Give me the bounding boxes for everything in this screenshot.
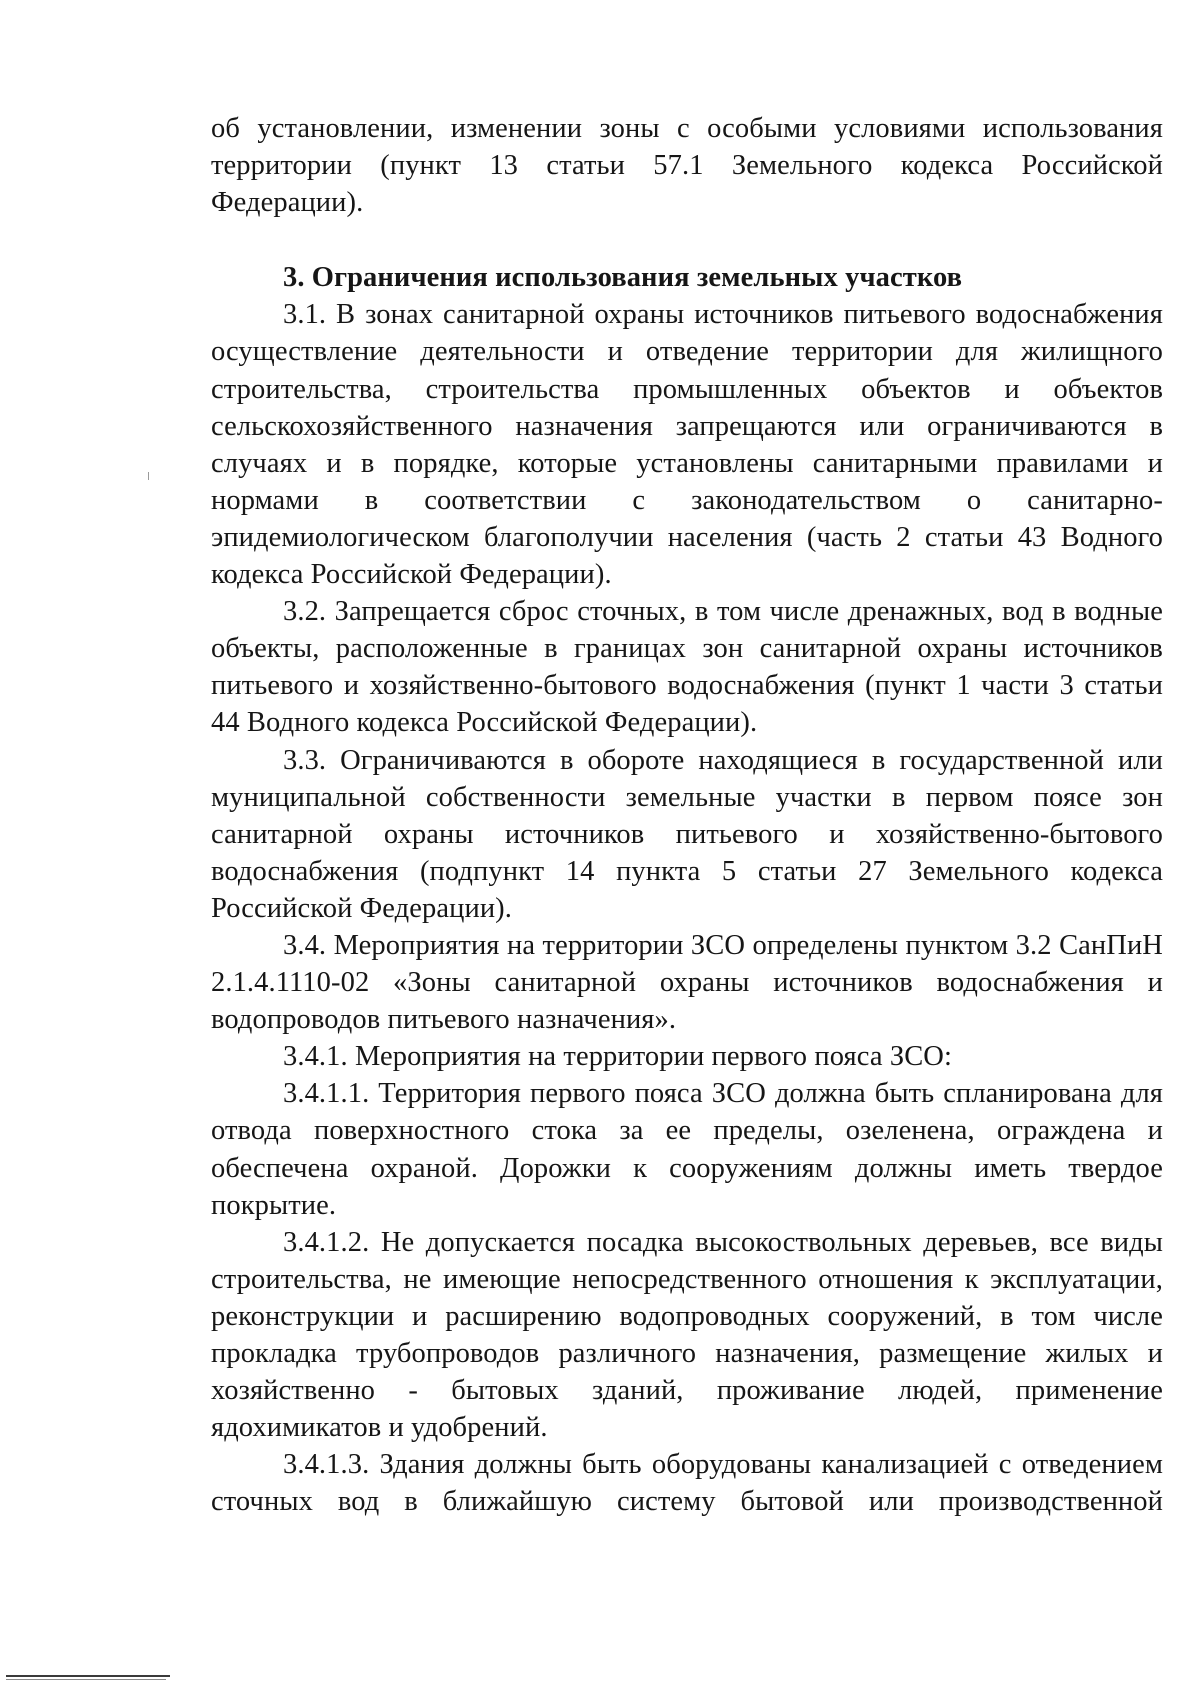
intro-paragraph: об установлении, изменении зоны с особыми условиями использования территории (пункт 13 статьи 57.1 Земельного кодекса Российской Федерации). bbox=[211, 113, 1163, 219]
paragraph-3-4-1-2: 3.4.1.2. Не допускается посадка высокоствольных деревьев, все виды строительства, не имеющие непосредственного отношения к эксплуатации, реконструкции и расширению водопроводных сооружений, в том числе прокладка трубопроводов различного назначения, размещение жилых и хозяйственно - бытовых зданий, проживание людей, применение ядохимикатов и удобрений. bbox=[211, 1226, 1163, 1444]
document-body bbox=[211, 110, 1163, 1520]
footnote-rule-shadow bbox=[6, 1679, 166, 1680]
section-heading: 3. Ограничения использования земельных участков bbox=[283, 262, 963, 294]
paragraph-3-4: 3.4. Мероприятия на территории ЗСО определены пунктом 3.2 СанПиН 2.1.4.1110-02 «Зоны санитарной охраны источников водоснабжения и водопроводов питьевого назначения». bbox=[211, 929, 1163, 1036]
paragraph-3-4-1: 3.4.1. Мероприятия на территории первого пояса ЗСО: bbox=[283, 1041, 953, 1073]
paragraph-3-1: 3.1. В зонах санитарной охраны источников питьевого водоснабжения осуществление деятельности и отведение территории для жилищного строительства, строительства промышленных объектов и объектов сельскохозяйственного назначения запрещаются или ограничиваются в случаях и в порядке, которые установлены санитарными правилами и нормами в соответствии с законодательством о санитарно-эпидемиологическом благополучии населения (часть 2 статьи 43 Водного кодекса Российской Федерации). bbox=[211, 299, 1163, 591]
paragraph-3-3: 3.3. Ограничиваются в обороте находящиеся в государственной или муниципальной собственности земельные участки в первом поясе зон санитарной охраны источников питьевого и хозяйственно-бытового водоснабжения (подпункт 14 пункта 5 статьи 27 Земельного кодекса Российской Федерации). bbox=[211, 744, 1163, 924]
scan-margin-mark bbox=[148, 472, 149, 480]
paragraph-3-4-1-1: 3.4.1.1. Территория первого пояса ЗСО должна быть спланирована для отвода поверхностного стока за ее пределы, озеленена, ограждена и обеспечена охраной. Дорожки к сооружениям должны иметь твердое покрытие. bbox=[211, 1078, 1163, 1221]
footnote-rule bbox=[6, 1675, 170, 1677]
paragraph-3-4-1-3: 3.4.1.3. Здания должны быть оборудованы канализацией с отведением сточных вод в ближайшую систему бытовой или производственной bbox=[211, 1449, 1163, 1518]
paragraph-3-2: 3.2. Запрещается сброс сточных, в том числе дренажных, вод в водные объекты, расположенные в границах зон санитарной охраны источников питьевого и хозяйственно-бытового водоснабжения (пункт 1 части 3 статьи 44 Водного кодекса Российской Федерации). bbox=[211, 596, 1163, 739]
